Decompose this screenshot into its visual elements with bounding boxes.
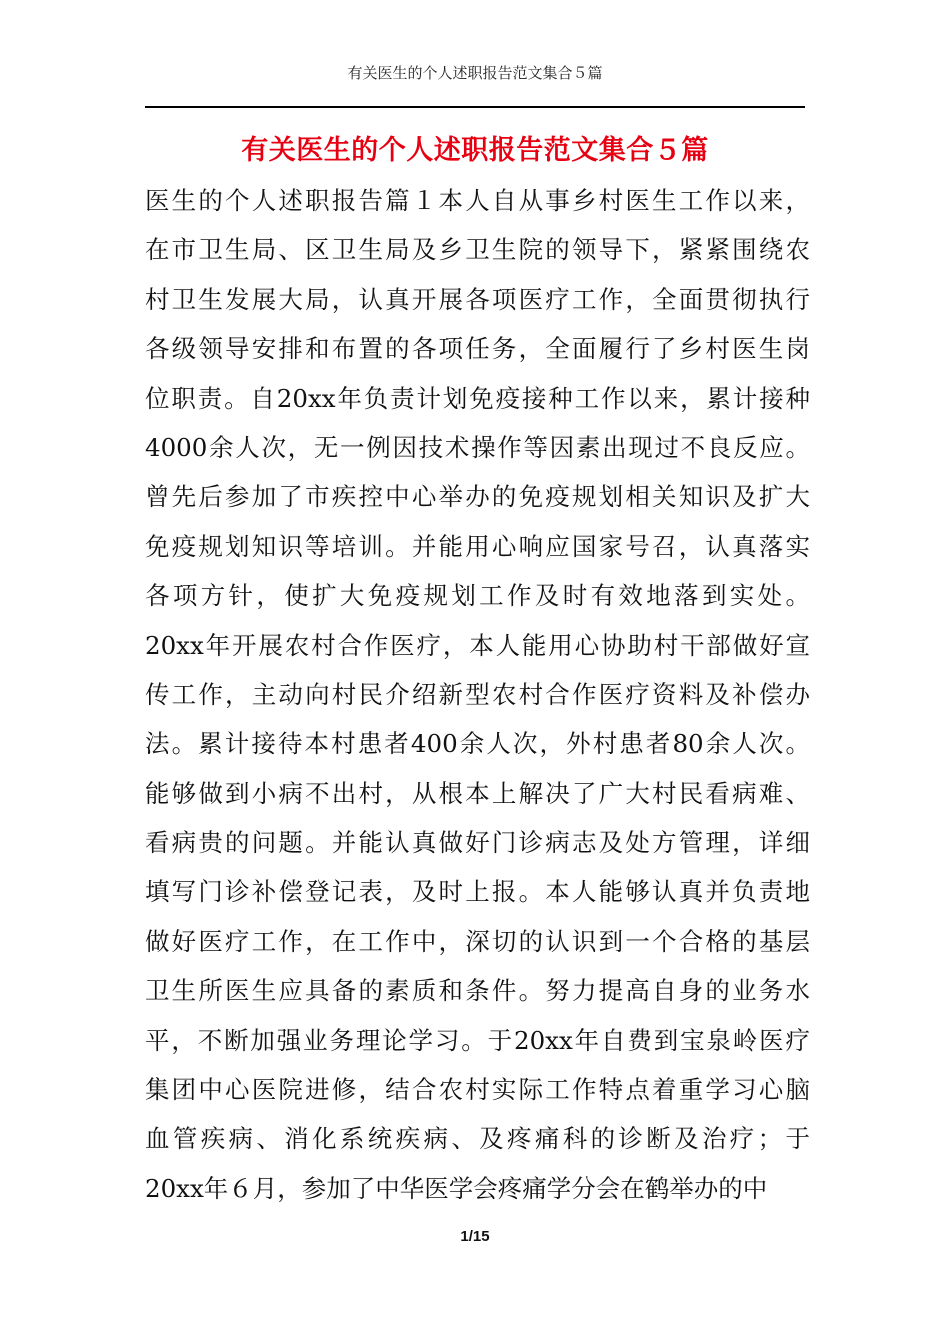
body-line: 医生的个人述职报告篇１本人自从事乡村医生工作以来， xyxy=(145,186,810,215)
body-line: 做好医疗工作，在工作中，深切的认识到一个合格的基层 xyxy=(145,926,810,956)
body-line: 血管疾病、消化系统疾病、及疼痛科的诊断及治疗；于 xyxy=(145,1124,810,1154)
body-line: 看病贵的问题。并能认真做好门诊病志及处方管理，详细 xyxy=(145,828,810,858)
body-line: 集团中心医院进修，结合农村实际工作特点着重学习心脑 xyxy=(145,1075,810,1105)
body-line: 填写门诊补偿登记表，及时上报。本人能够认真并负责地 xyxy=(145,877,810,907)
running-header: 有关医生的个人述职报告范文集合５篇 xyxy=(347,64,603,82)
body-line: 20xx年６月，参加了中华医学会疼痛学分会在鹤举办的中 xyxy=(145,1173,768,1203)
body-line: 各级领导安排和布置的各项任务，全面履行了乡村医生岗 xyxy=(145,334,810,364)
body-line: 4000余人次，无一例因技术操作等因素出现过不良反应。 xyxy=(145,432,810,462)
body-line: 平，不断加强业务理论学习。于20xx年自费到宝泉岭医疗 xyxy=(145,1025,810,1055)
body-line: 能够做到小病不出村，从根本上解决了广大村民看病难、 xyxy=(145,778,810,808)
body-line: 免疫规划知识等培训。并能用心响应国家号召，认真落实 xyxy=(145,531,810,561)
document-body xyxy=(145,176,810,1213)
body-line: 法。累计接待本村患者400余人次，外村患者80余人次。 xyxy=(145,729,810,759)
body-line: 曾先后参加了市疾控中心举办的免疫规划相关知识及扩大 xyxy=(145,482,810,512)
header-divider xyxy=(145,106,805,108)
body-line: 20xx年开展农村合作医疗，本人能用心协助村干部做好宣 xyxy=(145,630,810,660)
document-title: 有关医生的个人述职报告范文集合５篇 xyxy=(241,135,709,166)
body-line: 卫生所医生应具备的素质和条件。努力提高自身的业务水 xyxy=(145,976,810,1006)
body-line: 在市卫生局、区卫生局及乡卫生院的领导下，紧紧围绕农 xyxy=(145,235,810,265)
body-line: 各项方针，使扩大免疫规划工作及时有效地落到实处。 xyxy=(145,581,810,611)
body-line: 位职责。自20xx年负责计划免疫接种工作以来，累计接种 xyxy=(145,383,810,413)
body-line: 传工作，主动向村民介绍新型农村合作医疗资料及补偿办 xyxy=(145,679,810,709)
page-number: 1/15 xyxy=(460,1228,490,1245)
body-line: 村卫生发展大局，认真开展各项医疗工作，全面贯彻执行 xyxy=(145,284,810,314)
